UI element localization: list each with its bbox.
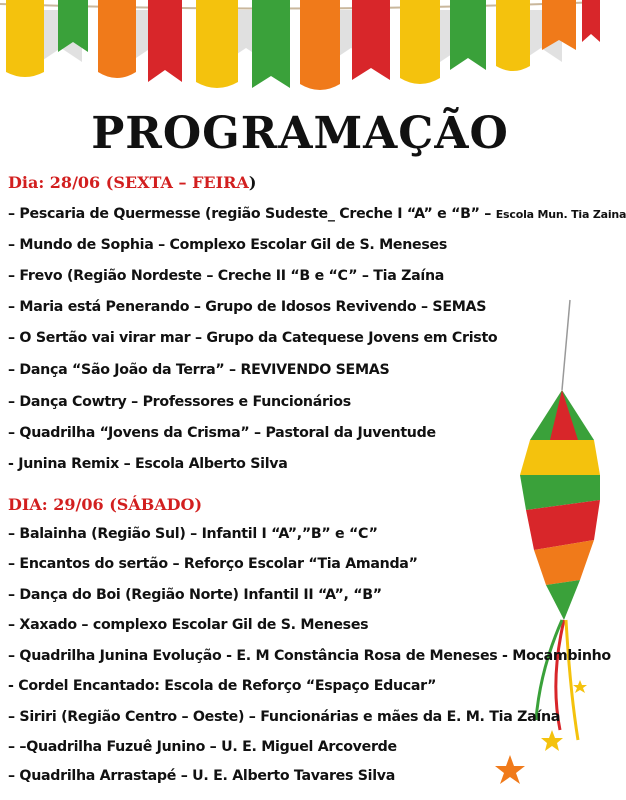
list-item-small-text: Escola Mun. Tia Zaina [495, 208, 626, 221]
day-header-text: DIA: 29/06 (SÁBADO) [8, 495, 203, 514]
list-item: – Quadrilha “Jovens da Crisma” – Pastoral da Juventude [8, 425, 436, 441]
day-header-text: Dia: 28/06 (SEXTA – FEIRA [8, 173, 249, 192]
list-item: – Mundo de Sophia – Complexo Escolar Gil de S. Meneses [8, 237, 447, 253]
list-item [8, 206, 626, 222]
list-item: – Dança do Boi (Região Norte) Infantil II “A”, “B” [8, 587, 382, 603]
page-title: PROGRAMAÇÃO [91, 108, 509, 159]
flag-yellow-2 [196, 0, 238, 88]
list-item: – Balainha (Região Sul) – Infantil I “A”,”B” e “C” [8, 526, 378, 542]
flag-green-3 [450, 0, 486, 70]
list-item: – Frevo (Região Nordeste – Creche II “B e “C” – Tia Zaína [8, 268, 445, 284]
list-item: – Xaxado – complexo Escolar Gil de S. Meneses [8, 617, 369, 633]
star-decoration [495, 755, 525, 784]
list-item: – Encantos do sertão – Reforço Escolar “Tia Amanda” [8, 556, 418, 572]
list-item: - Cordel Encantado: Escola de Reforço “Espaço Educar” [8, 678, 437, 694]
list-item: - Junina Remix – Escola Alberto Silva [8, 456, 288, 472]
flag-green-2 [252, 0, 290, 88]
day-header-29-06 [8, 495, 202, 514]
list-item: – Maria está Penerando – Grupo de Idosos Revivendo – SEMAS [8, 299, 487, 315]
flag-red-2 [352, 0, 390, 80]
list-item: – Dança Cowtry – Professores e Funcionários [8, 394, 351, 410]
list-item: – O Sertão vai virar mar – Grupo da Catequese Jovens em Cristo [8, 330, 498, 346]
flag-yellow-3 [400, 0, 440, 84]
list-item: – Quadrilha Arrastapé – U. E. Alberto Tavares Silva [8, 768, 396, 784]
flag-red-1 [148, 0, 182, 82]
list-item-text: – Pescaria de Quermesse (região Sudeste_ Creche I “A” e “B” – [8, 206, 496, 222]
day-header-28-06 [8, 173, 256, 192]
list-item: – Dança “São João da Terra” – REVIVENDO SEMAS [8, 362, 390, 378]
list-item: – Quadrilha Junina Evolução - E. M Constância Rosa de Meneses - Mocambinho [8, 648, 611, 664]
flag-yellow-4 [496, 0, 530, 71]
bunting-flags-decoration [0, 0, 600, 120]
flag-yellow-1 [6, 0, 44, 77]
flag-orange-2 [300, 0, 340, 90]
balloon-lantern-decoration [490, 300, 600, 800]
day-header-close: ) [248, 173, 257, 192]
list-item: – –Quadrilha Fuzuê Junino – U. E. Miguel Arcoverde [8, 739, 397, 755]
flag-orange-1 [98, 0, 136, 78]
flag-red-3 [582, 0, 600, 42]
list-item: – Siriri (Região Centro – Oeste) – Funcionárias e mães da E. M. Tia Zaína [8, 709, 561, 725]
